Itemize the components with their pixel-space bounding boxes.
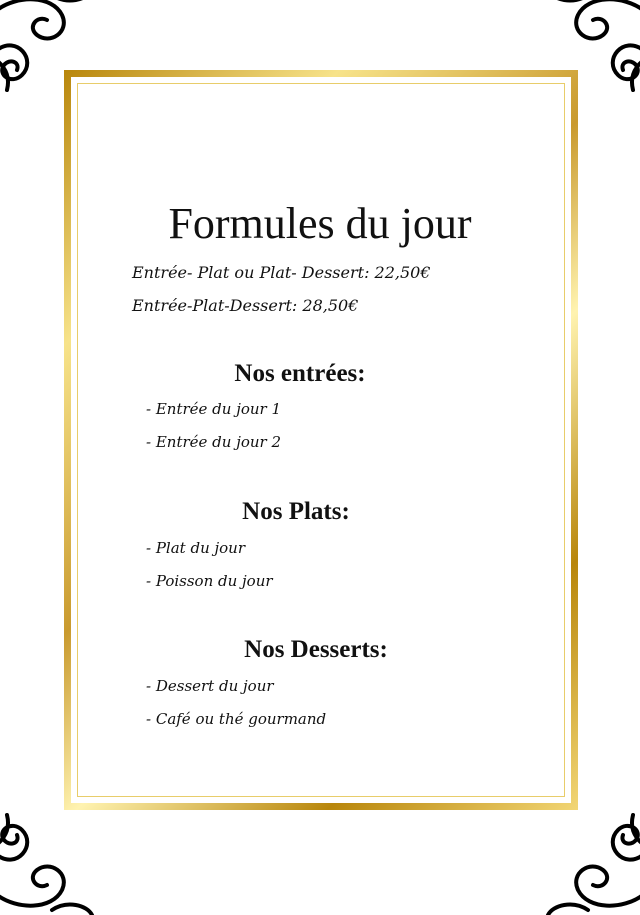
gold-frame — [64, 70, 578, 810]
corner-flourish-bottom-right — [538, 805, 640, 915]
section-title-entrees: Nos entrées: — [234, 360, 366, 387]
menu-item: - Dessert du jour — [146, 677, 274, 695]
menu-item: - Café ou thé gourmand — [146, 710, 327, 728]
menu-item: - Entrée du jour 2 — [146, 433, 282, 451]
formula-price-1: Entrée- Plat ou Plat- Dessert: 22,50€ — [132, 263, 431, 282]
menu-item: - Plat du jour — [146, 539, 246, 557]
section-title-plats: Nos Plats: — [242, 498, 350, 525]
menu-title: Formules du jour — [168, 199, 472, 248]
menu-item: - Entrée du jour 1 — [146, 400, 282, 418]
corner-flourish-bottom-left — [0, 805, 102, 915]
section-title-desserts: Nos Desserts: — [244, 636, 388, 663]
formula-price-2: Entrée-Plat-Dessert: 28,50€ — [132, 296, 359, 315]
menu-item: - Poisson du jour — [146, 572, 273, 590]
